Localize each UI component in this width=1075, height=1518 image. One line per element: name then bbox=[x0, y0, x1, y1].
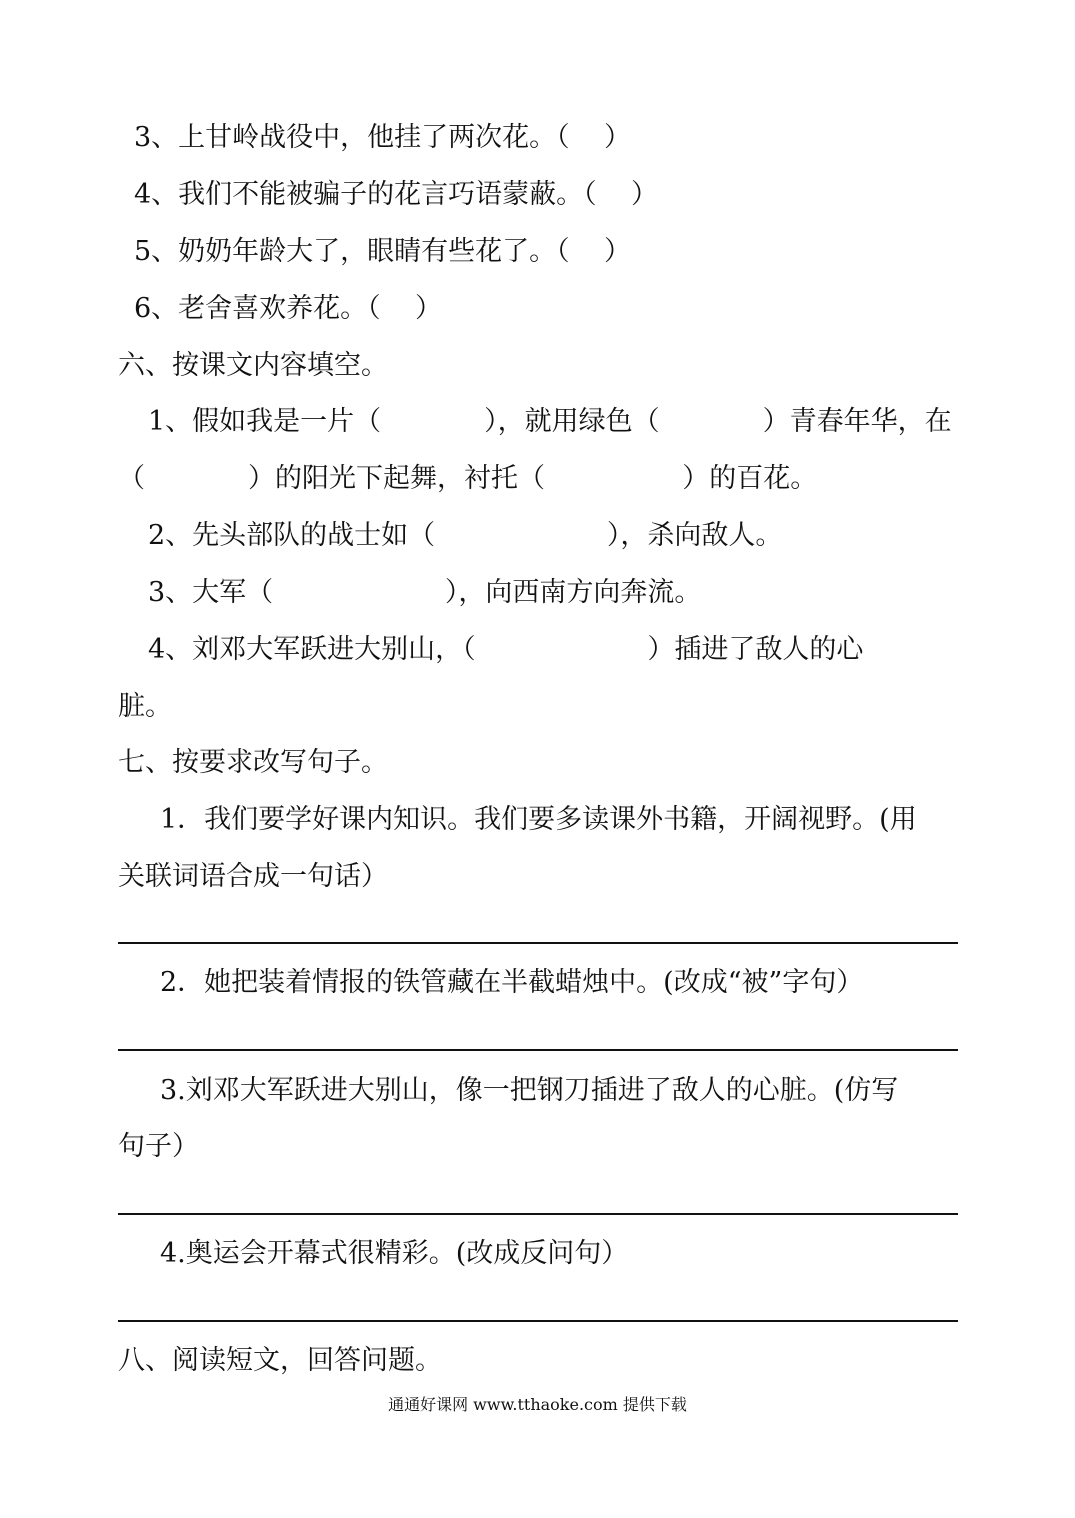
s5-item-3: 3、上甘岭战役中，他挂了两次花。（ ） bbox=[134, 122, 632, 153]
s7-q3-line1: 3.刘邓大军跃进大别山，像一把钢刀插进了敌人的心脏。(仿写 bbox=[160, 1075, 899, 1106]
answer-line-1[interactable] bbox=[118, 942, 958, 944]
s6-item-1-line1: 1、假如我是一片（ ），就用绿色（ ）青春年华，在 bbox=[148, 406, 952, 437]
s5-item-5: 5、奶奶年龄大了，眼睛有些花了。（ ） bbox=[134, 236, 632, 267]
section7-heading: 七、按要求改写句子。 bbox=[118, 747, 388, 778]
footer-credit: 通通好课网 www.tthaoke.com 提供下载 bbox=[388, 1395, 687, 1414]
s7-q2: 2．她把装着情报的铁管藏在半截蜡烛中。(改成“被”字句） bbox=[160, 967, 864, 998]
s7-q1-line2: 关联词语合成一句话） bbox=[118, 861, 388, 892]
section8-heading: 八、阅读短文，回答问题。 bbox=[118, 1345, 442, 1376]
s6-item-2: 2、先头部队的战士如（ ），杀向敌人。 bbox=[148, 520, 783, 551]
s7-q4: 4.奥运会开幕式很精彩。(改成反问句） bbox=[160, 1238, 629, 1269]
s6-item-4-line2: 脏。 bbox=[118, 691, 172, 722]
s5-item-6: 6、老舍喜欢养花。（ ） bbox=[134, 293, 443, 324]
answer-line-3[interactable] bbox=[118, 1213, 958, 1215]
section6-heading: 六、按课文内容填空。 bbox=[118, 350, 388, 381]
s6-item-1-line2: （ ）的阳光下起舞，衬托（ ）的百花。 bbox=[118, 463, 818, 494]
answer-line-4[interactable] bbox=[118, 1320, 958, 1322]
s5-item-4: 4、我们不能被骗子的花言巧语蒙蔽。（ ） bbox=[134, 179, 659, 210]
s6-item-3: 3、大军（ ），向西南方向奔流。 bbox=[148, 577, 702, 608]
answer-line-2[interactable] bbox=[118, 1049, 958, 1051]
s6-item-4-line1: 4、刘邓大军跃进大别山，（ ）插进了敌人的心 bbox=[148, 634, 864, 665]
s7-q1-line1: 1．我们要学好课内知识。我们要多读课外书籍，开阔视野。(用 bbox=[160, 804, 917, 835]
s7-q3-line2: 句子） bbox=[118, 1131, 199, 1162]
